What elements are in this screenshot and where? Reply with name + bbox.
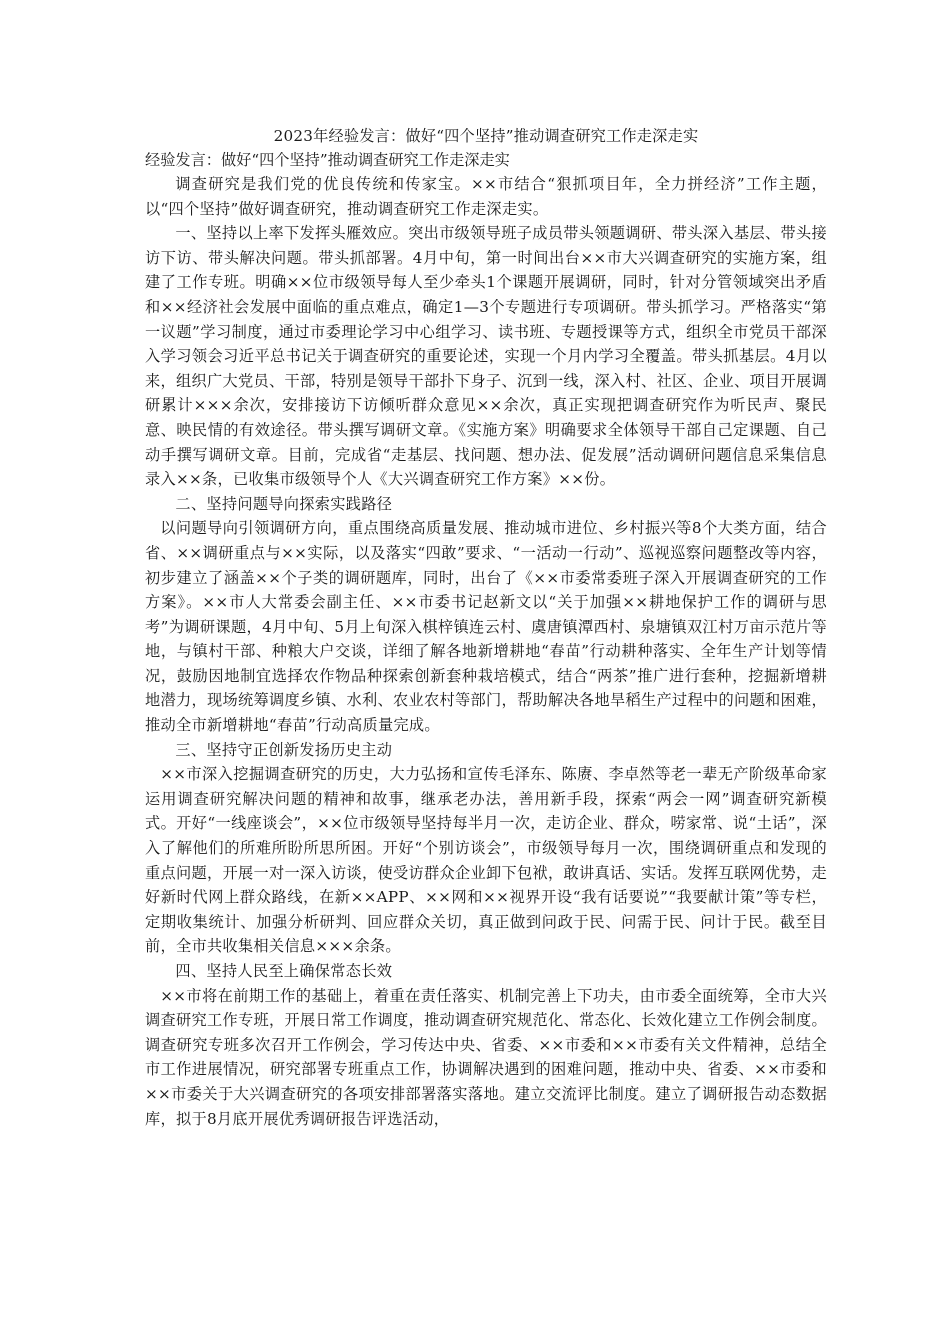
section-4-body: ××市将在前期工作的基础上，着重在责任落实、机制完善上下功夫，由市委全面统筹，全市大兴调查研究工作专班，开展日常工作调度，推动调查研究规范化、常态化、长效化建立工作例会制度。调查研究专班多次召开工作例会，学习传达中央、省委、××市委和××市委有关文件精神，总结全市工作进展情况，研究部署专班重点工作，协调解决遇到的困难问题，推动中央、省委、××市委和××市委关于大兴调查研究的各项安排部署落实落地。建立交流评比制度。建立了调研报告动态数据库，拟于8月底开展优秀调研报告评选活动， xyxy=(145,986,827,1128)
section-1-paragraph: 一、坚持以上率下发挥头雁效应。突出市级领导班子成员带头领题调研、带头深入基层、带头接访下访、带头解决问题。带头抓部署。4月中旬，第一时间出台××市大兴调查研究的实施方案，组建了工作专班。明确××位市级领导每人至少牵头1个课题开展调研，同时，针对分管领域突出矛盾和××经济社会发展中面临的重点难点，确定1—3个专题进行专项调研。带头抓学习。严格落实“第一议题”学习制度，通过市委理论学习中心组学习、读书班、专题授课等方式，组织全市党员干部深入学习领会习近平总书记关于调查研究的重要论述，实现一个月内学习全覆盖。带头抓基层。4月以来，组织广大党员、干部，特别是领导干部扑下身子、沉到一线，深入村、社区、企业、项目开展调研累计×××余次，安排接访下访倾听群众意见××余次，真正实现把调查研究作为听民声、聚民意、映民情的有效途径。带头撰写调研文章。《实施方案》明确要求全体领导干部自己定课题、自己动手撰写调研文章。目前，完成省“走基层、找问题、想办法、促发展”活动调研问题信息采集信息录入××条，已收集市级领导个人《大兴调查研究工作方案》××份。 xyxy=(145,224,827,489)
section-3-heading: 三、坚持守正创新发扬历史主动 xyxy=(175,740,393,759)
document-page xyxy=(145,124,827,1131)
section-2-body: 以问题导向引领调研方向，重点围绕高质量发展、推动城市进位、乡村振兴等8个大类方面，结合省、××调研重点与××实际，以及落实“四敢”要求、“一活动一行动”、巡视巡察问题整改等内容，初步建立了涵盖××个子类的调研题库，同时，出台了《××市委常委班子深入开展调查研究的工作方案》。××市人大常委会副主任、××市委书记赵新文以“关于加强××耕地保护工作的调研与思考”为调研课题，4月中旬、5月上旬深入棋梓镇连云村、虞唐镇潭西村、泉塘镇双江村万亩示范片等地，与镇村干部、种粮大户交谈，详细了解各地新增耕地“春苗”行动耕种落实、全年生产计划等情况，鼓励因地制宜选择农作物品种探索创新套种栽培模式，结合“两茶”推广进行套种，挖掘新增耕地潜力，现场统筹调度乡镇、水利、农业农村等部门，帮助解决各地旱稻生产过程中的问题和困难，推动全市新增耕地“春苗”行动高质量完成。 xyxy=(145,519,827,735)
section-2-heading: 二、坚持问题导向探索实践路径 xyxy=(175,494,393,513)
intro-paragraph: 调查研究是我们党的优良传统和传家宝。××市结合“狠抓项目年，全力拼经济”工作主题，以“四个坚持”做好调查研究，推动调查研究工作走深走实。 xyxy=(145,175,827,218)
section-4-heading: 四、坚持人民至上确保常态长效 xyxy=(175,962,393,980)
document-title: 2023年经验发言：做好“四个坚持”推动调查研究工作走深走实 xyxy=(273,127,699,145)
section-3-body: ××市深入挖掘调查研究的历史，大力弘扬和宣传毛泽东、陈赓、李卓然等老一辈无产阶级革命家运用调查研究解决问题的精神和故事，继承老办法，善用新手段，探索“两会一网”调查研究新模式。开好“一线座谈会”，××位市级领导坚持每半月一次，走访企业、群众，唠家常、说“土话”，深入了解他们的所难所盼所思所困。开好“个别访谈会”，市级领导每月一次，围绕调研重点和发现的重点问题，开展一对一深入访谈，使受访群众企业卸下包袱，敢讲真话、实话。发挥互联网优势，走好新时代网上群众路线，在新××APP、××网和××视界开设“我有话要说”“我要献计策”等专栏，定期收集统计、加强分析研判、回应群众关切，真正做到问政于民、问需于民、问计于民。截至目前，全市共收集相关信息×××余条。 xyxy=(145,765,827,956)
document-subtitle: 经验发言：做好“四个坚持”推动调查研究工作走深走实 xyxy=(145,151,510,169)
